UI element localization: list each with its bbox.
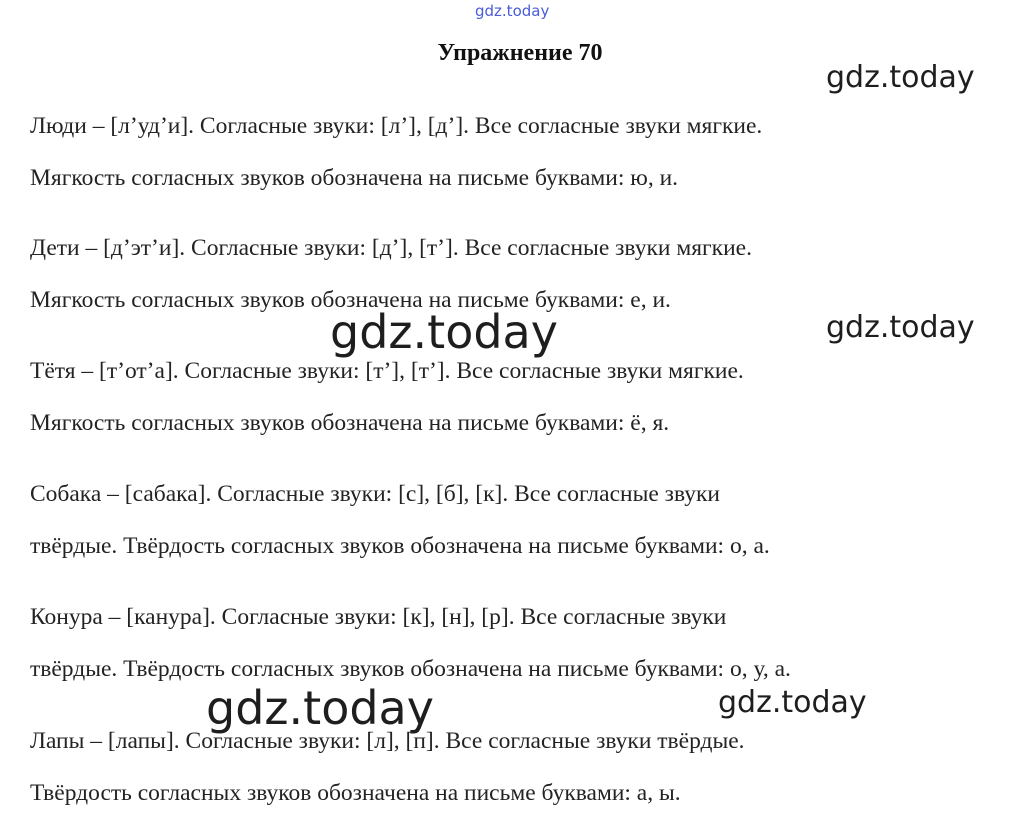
text-line-5: Тётя – [т’от’а]. Согласные звуки: [т’], [т’]. Все согласные звуки мягкие.	[30, 358, 744, 384]
text-line-6: Мягкость согласных звуков обозначена на письме буквами: ё, я.	[30, 410, 670, 436]
text-line-11: Лапы – [лапы]. Согласные звуки: [л], [п]. Все согласные звуки твёрдые.	[30, 728, 745, 754]
watermark-right-1: gdz.today	[826, 60, 975, 95]
text-line-4: Мягкость согласных звуков обозначена на письме буквами: е, и.	[30, 287, 671, 313]
text-line-1: Люди – [л’уд’и]. Согласные звуки: [л’], [д’]. Все согласные звуки мягкие.	[30, 113, 763, 139]
text-line-7: Собака – [сабака]. Согласные звуки: [с], [б], [к]. Все согласные звуки	[30, 481, 720, 507]
text-line-9: Конура – [канура]. Согласные звуки: [к], [н], [р]. Все согласные звуки	[30, 604, 727, 630]
text-line-12: Твёрдость согласных звуков обозначена на письме буквами: а, ы.	[30, 780, 681, 806]
page-title: Упражнение 70	[437, 40, 603, 66]
watermark-large-1: gdz.today	[330, 305, 558, 359]
text-line-3: Дети – [д’эт’и]. Согласные звуки: [д’], [т’]. Все согласные звуки мягкие.	[30, 235, 752, 261]
watermark-right-3: gdz.today	[718, 685, 867, 720]
watermark-right-2: gdz.today	[826, 310, 975, 345]
watermark-top: gdz.today	[475, 2, 550, 20]
watermark-large-2: gdz.today	[206, 681, 434, 735]
text-line-2: Мягкость согласных звуков обозначена на письме буквами: ю, и.	[30, 165, 679, 191]
text-line-10: твёрдые. Твёрдость согласных звуков обозначена на письме буквами: о, у, а.	[30, 656, 791, 682]
text-line-8: твёрдые. Твёрдость согласных звуков обозначена на письме буквами: о, а.	[30, 533, 770, 559]
